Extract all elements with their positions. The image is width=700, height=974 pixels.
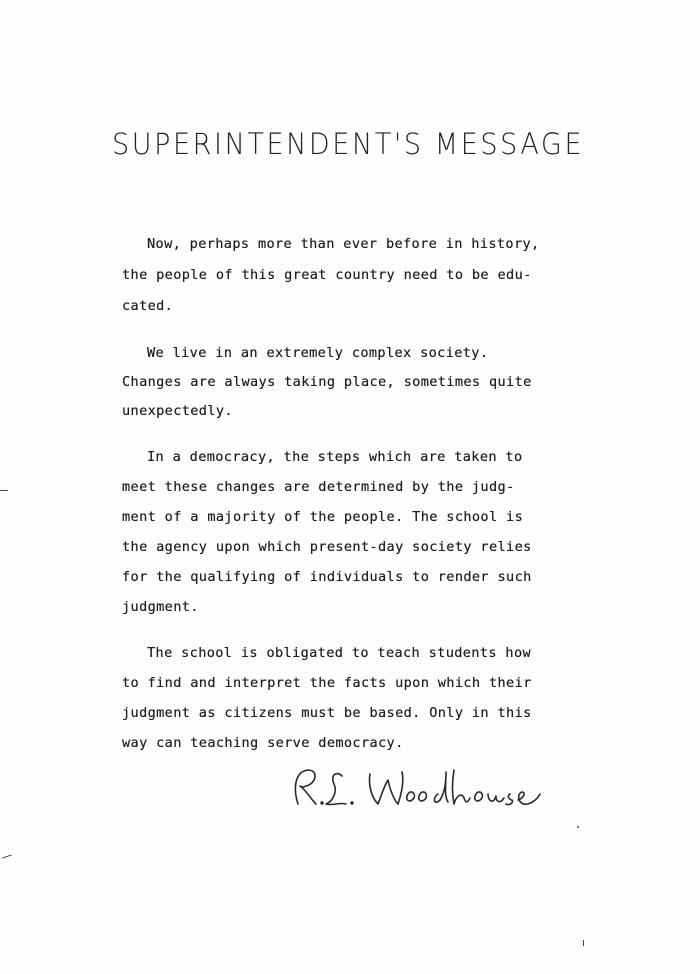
paragraph-4-line-1: The school is obligated to teach students how xyxy=(147,645,532,661)
paragraph-3-line-2: meet these changes are determined by the judg- xyxy=(122,479,515,495)
paragraph-2-line-1: We live in an extremely complex society. xyxy=(147,345,489,361)
scan-mark-left-upper xyxy=(0,490,8,491)
paragraph-3-line-5: for the qualifying of individuals to render such xyxy=(122,569,532,585)
scan-mark-bottom xyxy=(583,940,584,946)
paragraph-3-line-4: the agency upon which present-day society relies xyxy=(122,539,532,555)
paragraph-1-line-1: Now, perhaps more than ever before in history, xyxy=(147,236,540,252)
paragraph-4-line-3: judgment as citizens must be based. Only in this xyxy=(122,705,532,721)
paragraph-4-line-2: to find and interpret the facts upon which their xyxy=(122,675,532,691)
paragraph-1-line-2: the people of this great country need to be edu- xyxy=(122,267,532,283)
scan-mark-left-lower xyxy=(2,854,12,858)
paragraph-2-line-2: Changes are always taking place, sometimes quite xyxy=(122,374,532,390)
paragraph-4-line-4: way can teaching serve democracy. xyxy=(122,735,404,751)
paragraph-3-line-6: judgment. xyxy=(122,599,199,615)
handwritten-signature xyxy=(284,764,544,812)
scan-mark-right xyxy=(577,826,579,828)
paragraph-1-line-3: cated. xyxy=(122,298,174,314)
paragraph-3-line-3: ment of a majority of the people. The school is xyxy=(122,509,524,525)
paragraph-3-line-1: In a democracy, the steps which are taken to xyxy=(147,449,523,465)
page-title: SUPERINTENDENT'S MESSAGE xyxy=(112,128,585,162)
paragraph-2-line-3: unexpectedly. xyxy=(122,403,233,419)
